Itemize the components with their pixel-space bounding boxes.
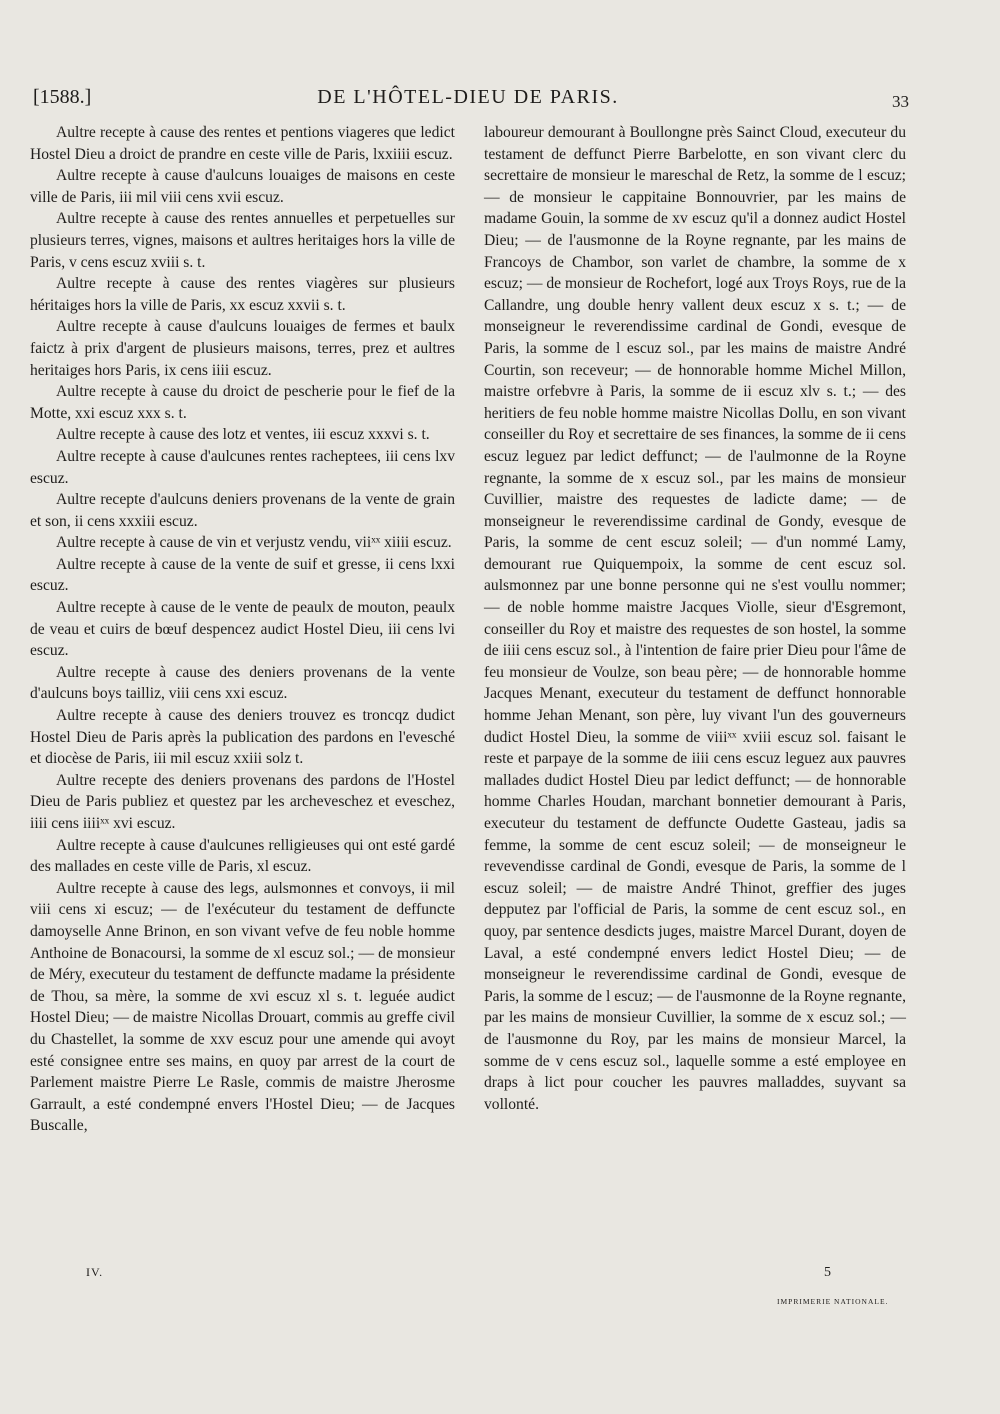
header-year: [1588.]: [33, 86, 92, 108]
running-header: [33, 86, 909, 116]
paragraph: Aultre recepte à cause des rentes et pentions viageres que ledict Hostel Dieu a droict de prandre en ceste ville de Paris, lxxiiii escuz.: [30, 124, 455, 163]
paragraph: Aultre recepte à cause des deniers provenans de la vente d'aulcuns boys tailliz, viii cens xxi escuz.: [30, 663, 455, 703]
paragraph: Aultre recepte à cause des rentes annuelles et perpetuelles sur plusieurs terres, vignes, maisons et aultres heritaiges hors la ville de Paris, v cens escuz xviii s. t.: [30, 210, 455, 271]
signature-number: 5: [824, 1265, 831, 1280]
printer-imprint: IMPRIMERIE NATIONALE.: [777, 1297, 889, 1306]
paragraph: Aultre recepte à cause du droict de pescherie pour le fief de la Motte, xxi escuz xxx s. t.: [30, 383, 455, 422]
paragraph: Aultre recepte à cause des deniers trouvez es troncqz dudict Hostel Dieu de Paris après la publication des pardons en l'evesché et diocèse de Paris, iii mil escuz xxiii solz t.: [30, 707, 455, 768]
signature-mark: IV.: [86, 1265, 104, 1279]
paragraph: Aultre recepte à cause d'aulcuns louaiges de maisons en ceste ville de Paris, iii mil viii cens xvii escuz.: [30, 167, 455, 206]
paragraph: Aultre recepte à cause des lotz et ventes, iii escuz xxxvi s. t.: [56, 426, 430, 444]
paragraph: Aultre recepte à cause de la vente de suif et gresse, ii cens lxxi escuz.: [30, 555, 455, 595]
header-title: DE L'HÔTEL-DIEU DE PARIS.: [317, 86, 619, 108]
paragraph: Aultre recepte des deniers provenans des pardons de l'Hostel Dieu de Paris publiez et questez par les archeveschez et eveschez, iiii cens iiiiˣˣ xvi escuz.: [30, 771, 455, 832]
paragraph: Aultre recepte à cause des rentes viagères sur plusieurs héritaiges hors la ville de Paris, xx escuz xxvii s. t.: [30, 275, 455, 314]
paragraph: Aultre recepte à cause de le vente de peaulx de mouton, peaulx de veau et cuirs de bœuf despencez audict Hostel Dieu, iii cens lvi escuz.: [30, 599, 455, 660]
paragraph: Aultre recepte à cause de vin et verjustz vendu, viiˣˣ xiiii escuz.: [56, 534, 452, 552]
paragraph: Aultre recepte d'aulcuns deniers provenans de la vente de grain et son, ii cens xxxiii escuz.: [30, 491, 455, 530]
left-column: [30, 122, 455, 1137]
paragraph-continued: laboureur demourant à Boullongne près Sainct Cloud, executeur du testament de deffunct Pierre Barbelotte, en son vivant clerc du secrettaire de monsieur le mareschal de Retz, la somme de l escuz; — de monsieur le cappitaine Bonnouvrier, par les mains de madame Gouin, la somme de xv escuz qu'il a donnez audict Hostel Dieu; — de l'ausmonne de la Royne regnante, par les mains de Francoys de Chambor, son varlet de chambre, la somme de x escuz; — de monsieur de Rochefort, logé aux Troys Roys, rue de la Callandre, ung double henry vallent deux escuz x s. t.; — de monseigneur le reverendissime cardinal de Gondi, evesque de Paris, la somme de l escuz sol., par les mains de maistre André Courtin, son recevеur; — de honnorable homme Michel Millon, maistre orfebvre à Paris, la somme de ii escuz xlv s. t.; — des heritiers de feu noble homme maistre Nicollas Dollu, en son vivant conseiller du Roy et secrettaire de ses finances, la somme de ii cens escuz leguez par ledict deffunct; — de l'aulmonne de la Royne regnante, la somme de x escuz sol., par les mains de monsieur Cuvillier, maistre des requestes de ladicte dame; — de monseigneur le reverendissime cardinal de Gondy, evesque de Paris, la somme de cent escuz soleil; — d'un nommé Lamy, demourant rue Quiquempoix, la somme de cent escuz sol. aulsmonnez par une bonne personne qui ne s'est voullu nommer; — de noble homme maistre Jacques Violle, sieur d'Esgremont, conseiller du Roy et maistre des requestes de son hostel, la somme de iiii cens escuz sol., à l'intention de faire prier Dieu pour l'âme de feu monsieur de Voulze, son beau père; — de honnorable homme Jacques Menant, executeur du testament de deffunct honnorable homme Jehan Menant, son père, luy vivant l'un des gouverneurs dudict Hostel Dieu, la somme de viiiˣˣ xviii escuz sol. faisant le reste et parpaye de la somme de iiii cens escuz leguez aux pauvres mallades dudict Hostel Dieu par ledict deffunct; — de honnorable homme Charles Houdan, marchant bonnetier demourant à Paris, executeur du testament de deffuncte Oudette Gasteau, jadis sa femme, la somme de cent escuz soleil; — de monseigneur le revevendisse cardinal de Gondi, evesque de Paris, la somme de l escuz soleil; — de maistre André Thinot, greffier des juges depputez par l'official de Paris, la somme de cent escuz sol., en quoy, par sentence desdicts juges, maistre Marcel Durant, doyen de Laval, a esté condempné envers ledict Hostel Dieu; — de monseigneur le reverendissime cardinal de Gondi, evesque de Paris, la somme de l escuz; — de l'ausmonne de la Royne regnante, par les mains de monsieur Cuvillier, la somme de x escuz sol.; — de l'ausmonne du Roy, par les mains de monsieur Marcel, la somme de v cens escuz sol., laquelle somme a esté employee en draps à lict pour coucher les pauvres malladdes, suyvant sa vollonté.: [484, 124, 906, 1113]
paragraph: Aultre recepte à cause des legs, aulsmonnes et convoys, ii mil viii cens xi escuz; — de l'exécuteur du testament de deffuncte damoyselle Anne Brinon, en son vivant vefve de feu noble homme Anthoine de Bonacoursi, la somme de xl escuz sol.; — de monsieur de Méry, executeur du testament de deffuncte madame la présidente de Thou, sa mère, la somme de xvi escuz xl s. t. leguée audict Hostel Dieu; — de maistre Nicollas Drouart, commis au greffe civil du Chastellet, la somme de xxv escuz pour une amende qui avoyt esté consignee entre ses mains, en quoy par arrest de la court de Parlement maistre Pierre Le Rasle, commis de maistre Jherosme Garrault, a esté condempné envers l'Hostel Dieu; — de Jacques Buscalle,: [30, 879, 455, 1135]
paragraph: Aultre recepte à cause d'aulcuns louaiges de fermes et baulx faictz à prix d'argent de plusieurs maisons, terres, prez et aultres heritaiges hors Paris, ix cens iiii escuz.: [30, 318, 455, 379]
paragraph: Aultre recepte à cause d'aulcunes rentes racheptees, iii cens lxv escuz.: [30, 447, 455, 487]
paragraph: Aultre recepte à cause d'aulcunes relligieuses qui ont esté gardé des mallades en ceste ville de Paris, xl escuz.: [30, 836, 455, 876]
right-column: [484, 122, 906, 1115]
page-number: 33: [892, 92, 909, 111]
